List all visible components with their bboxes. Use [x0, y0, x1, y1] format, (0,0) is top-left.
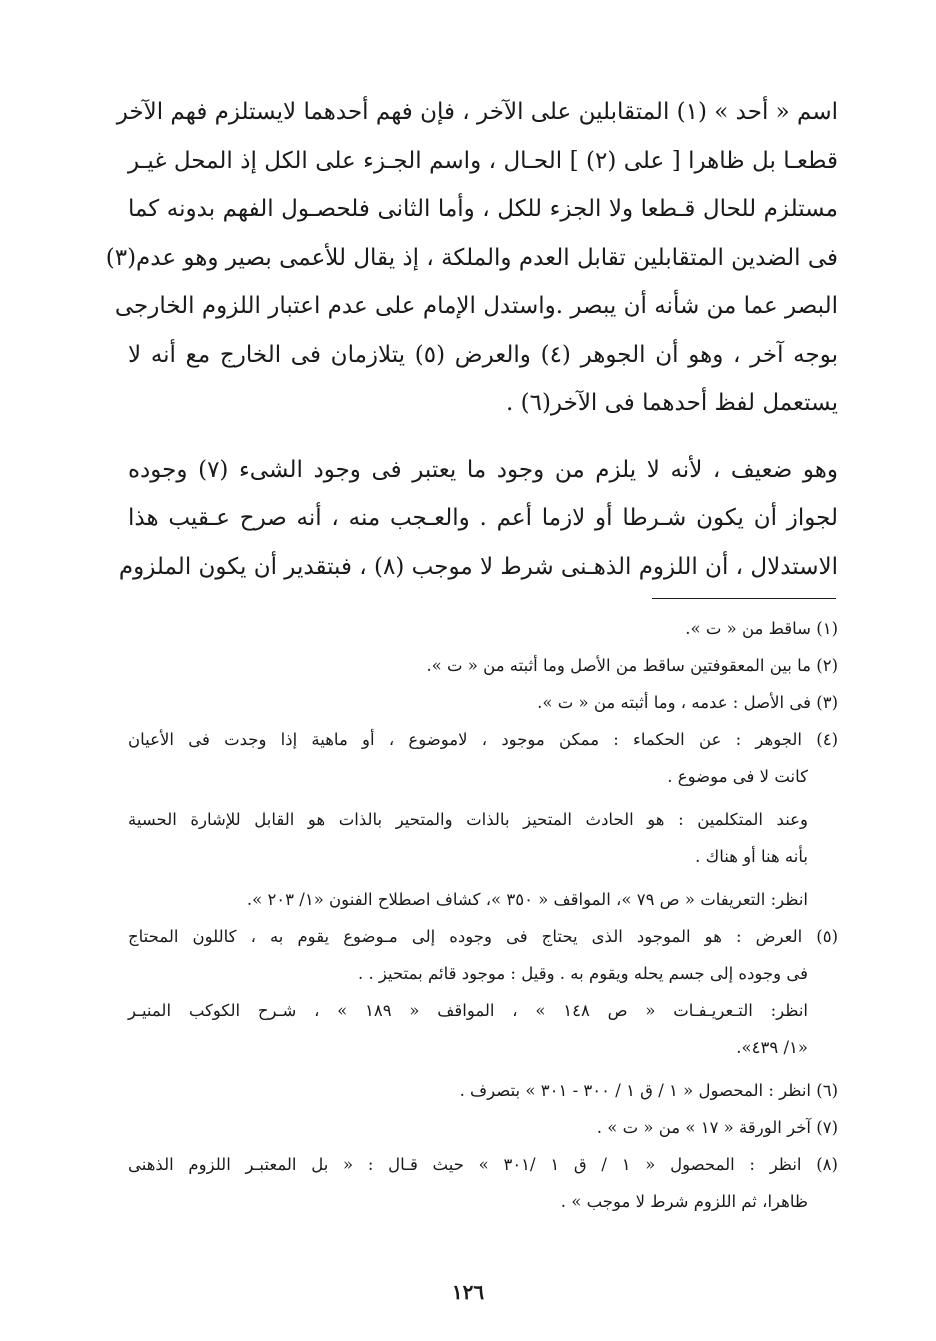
text-line: مستلزم للحال قـطعا ولا الجزء للكل ، وأما الثانى فلحصـول الفهم بدونه كما — [128, 196, 838, 222]
text-line: الاستدلال ، أن اللزوم الذهـنى شرط لا موجب (٨) ، فبتقدير أن يكون الملزوم — [118, 553, 838, 580]
paragraph-2 — [118, 446, 838, 592]
footnote-text: (٢) ما بين المعقوفتين ساقط من الأصل وما أثبته من « ت ». — [426, 656, 838, 675]
footnote-text: (٦) انظر : المحصول « ١ / ق ١ / ٣٠٠ - ٣٠١ » بتصرف . — [459, 1081, 838, 1100]
text-line: يستعمل لفظ أحدهما فى الآخر(٦) . — [505, 390, 838, 416]
footnote-4 — [128, 721, 838, 795]
footnote-text: (٤) الجوهر : عن الحكماء : ممكن موجود ، لاموضوع ، أو ماهية إذا وجدت فى الأعيان — [128, 730, 838, 749]
footnote-text: (٨) انظر : المحصول « ١ / ق ١ /٣٠١ » حيث قـال : « بل المعتبـر اللزوم الذهنى — [128, 1155, 838, 1174]
footnote-4-reference — [128, 881, 838, 918]
text-line: لجواز أن يكون شـرطا أو لازما أعم . والعـجب منه ، أنه صرح عـقيب هذا — [128, 505, 838, 531]
footnote-text: «١/ ٤٣٩». — [736, 1038, 808, 1057]
text-line: وهو ضعيف ، لأنه لا يلزم من وجود ما يعتبر فى وجود الشىء (٧) وجوده — [128, 456, 838, 483]
main-text-block — [105, 88, 839, 591]
footnote-6 — [128, 1072, 838, 1109]
footnote-text: وعند المتكلمين : هو الحادث المتحيز بالذات والمتحير بالذات هو القابل للإشارة الحسية — [128, 810, 808, 829]
footnote-2 — [128, 647, 838, 684]
footnote-text: انظر: التعريفات « ص ٧٩ »، المواقف « ٣٥٠ »، كشاف اصطلاح الفنون «١/ ٢٠٣ ». — [246, 890, 808, 909]
footnote-text: بأنه هنا أو هناك . — [695, 847, 808, 866]
footnotes-block — [128, 610, 838, 1220]
footnote-5 — [128, 918, 838, 992]
footnote-1 — [128, 610, 838, 647]
footnote-separator — [652, 598, 836, 599]
footnote-5-reference — [128, 992, 838, 1066]
footnote-text: (٧) آخر الورقة « ١٧ » من « ت » . — [596, 1118, 838, 1137]
footnote-4-continued — [128, 801, 838, 875]
text-line: فى الضدين المتقابلين تقابل العدم والملكة ، إذ يقال للأعمى بصير وهو عدم(٣) — [105, 244, 838, 271]
paragraph-gap — [128, 428, 838, 446]
text-line: بوجه آخر ، وهو أن الجوهر (٤) والعرض (٥) يتلازمان فى الخارج مع أنه لا — [128, 341, 838, 368]
page-number: ١٢٦ — [451, 1280, 485, 1304]
text-line: اسم « أحد » (١) المتقابلين على الآخر ، فإن فهم أحدهما لايستلزم فهم الآخر — [116, 99, 838, 125]
footnote-text: انظر: التـعريـفـات « ص ١٤٨ » ، المواقف « ١٨٩ » ، شـرح الكوكب المنيـر — [128, 1001, 808, 1020]
footnote-3 — [128, 684, 838, 721]
footnote-text: (١) ساقط من « ت ». — [685, 619, 838, 638]
text-line: قطعـا بل ظاهرا [ على (٢) ] الحـال ، واسم الجـزء على الكل إذ المحل غيـر — [128, 147, 839, 174]
footnote-text: كانت لا فى موضوع . — [667, 767, 808, 786]
footnote-text: فى وجوده إلى جسم يحله ويقوم به . وقيل : موجود قائم بمتحيز . . — [357, 964, 808, 983]
footnote-8 — [128, 1146, 838, 1220]
footnote-text: (٣) فى الأصل : عدمه ، وما أثبته من « ت ». — [537, 693, 838, 712]
text-line: البصر عما من شأنه أن يبصر .واستدل الإمام على عدم اعتبار اللزوم الخارجى — [114, 293, 838, 319]
footnote-7 — [128, 1109, 838, 1146]
footnote-text: ظاهرا، ثم اللزوم شرط لا موجب » . — [560, 1192, 808, 1211]
footnote-text: (٥) العرض : هو الموجود الذى يحتاج فى وجوده إلى مـوضوع يقوم به ، كاللون المحتاج — [128, 927, 838, 946]
paragraph-1 — [105, 88, 839, 428]
